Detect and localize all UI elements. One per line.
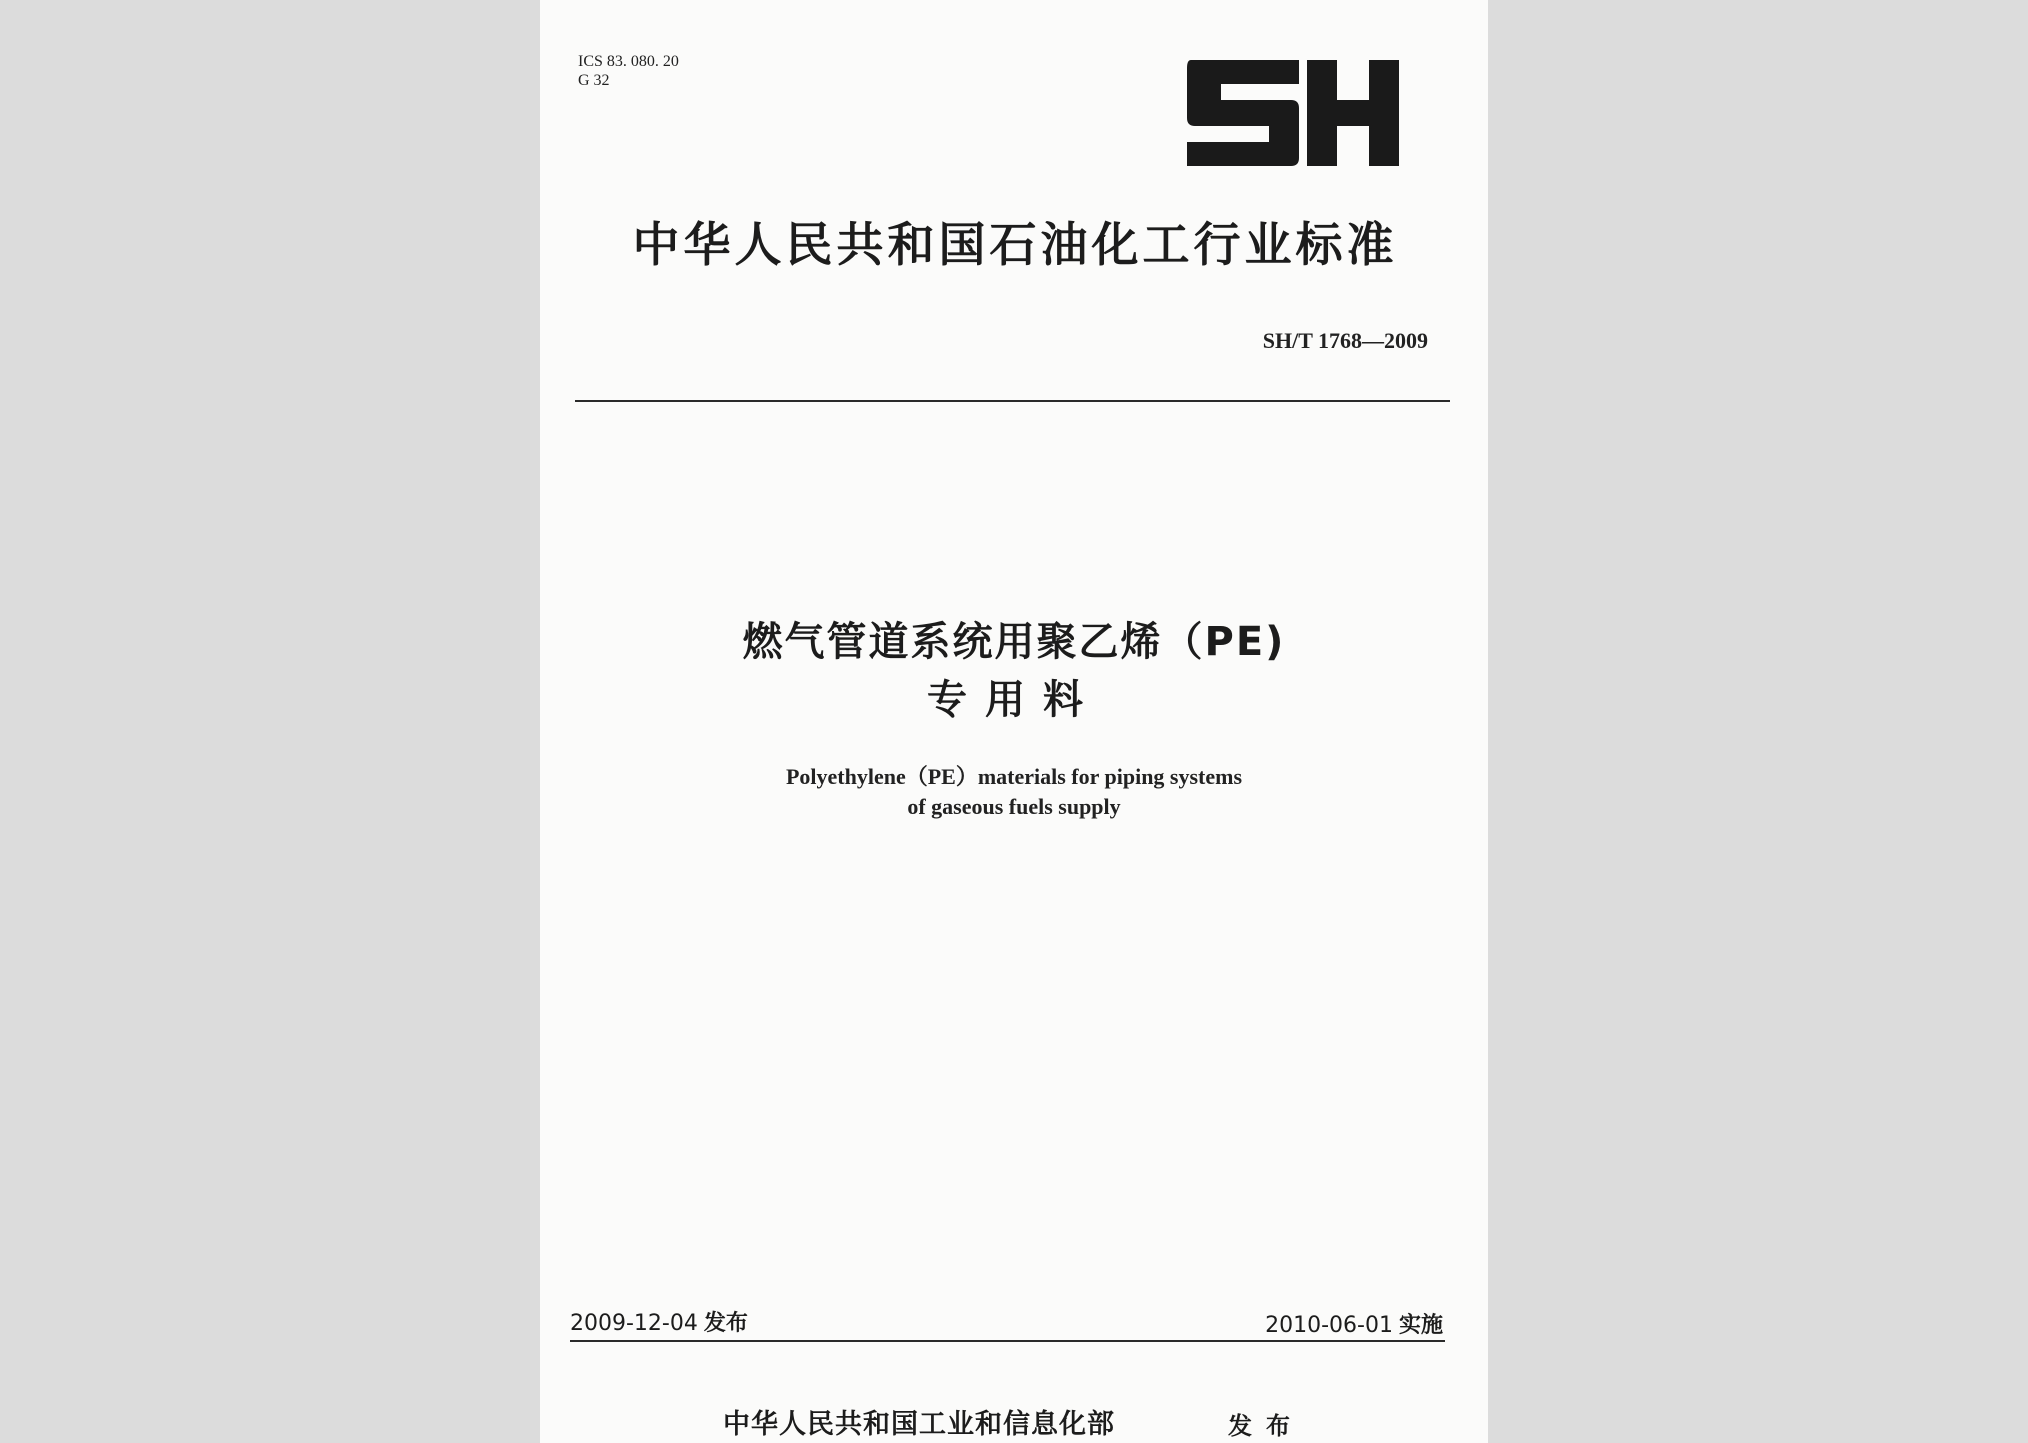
chinese-title-line-2: 专用料 [927,677,1101,723]
issue-label: 发布 [703,1311,748,1336]
chinese-title-line-1: 燃气管道系统用聚乙烯（PE) [742,619,1286,665]
english-title-line-1: Polyethylene（PE）materials for piping systems [785,764,1243,789]
implementation-label: 实施 [1398,1313,1443,1338]
classification-codes [578,52,679,90]
issue-date: 2009-12-04 [570,1311,698,1336]
english-title-line-2: of gaseous fuels supply [907,794,1121,819]
publisher-name: 中华人民共和国工业和信息化部 [723,1409,1115,1440]
ccs-code: G 32 [578,72,610,89]
publisher-action: 发布 [1228,1412,1304,1440]
implementation-date: 2010-06-01 [1265,1313,1393,1338]
header-divider [575,400,1450,402]
ics-code: ICS 83. 080. 20 [578,53,679,70]
issue-date-block [570,1306,748,1337]
standard-number: SH/T 1768—2009 [1262,328,1428,353]
document-page [540,0,1488,1443]
footer-divider [570,1340,1445,1342]
sh-logo [1187,60,1399,166]
sh-logo-graphic [1187,60,1399,166]
implementation-date-block [1265,1308,1443,1339]
standard-type-title: 中华人民共和国石油化工行业标准 [632,218,1398,273]
